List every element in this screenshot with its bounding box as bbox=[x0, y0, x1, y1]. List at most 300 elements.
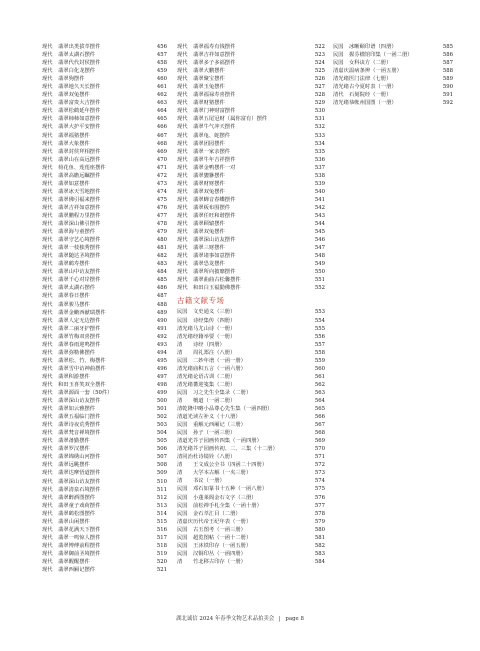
entry-title: 翡翠二丽牙护摆件 bbox=[58, 325, 101, 332]
entry-title: 翡翠大象摆件 bbox=[58, 140, 90, 147]
entry-title: 翡翠曲曲古松馨摆件 bbox=[193, 277, 241, 284]
entry-era: 现代 bbox=[42, 510, 53, 517]
entry-title: 翡翠一鸣惊人摆件 bbox=[58, 534, 101, 541]
entry-era: 现代 bbox=[42, 470, 53, 477]
entry-lot-number: 522 bbox=[314, 44, 325, 50]
entry-title: 翡翠童子戏荷摆件 bbox=[58, 502, 101, 509]
catalog-entry bbox=[42, 429, 167, 437]
entry-era: 现代 bbox=[177, 212, 188, 219]
entry-era: 现代 bbox=[42, 559, 53, 565]
catalog-entry bbox=[42, 534, 167, 542]
entry-lot-number: 474 bbox=[156, 188, 167, 195]
entry-era: 现代 bbox=[177, 108, 188, 115]
catalog-entry bbox=[177, 164, 325, 172]
footer-separator: | bbox=[278, 616, 281, 622]
entry-lot-number: 493 bbox=[156, 341, 167, 348]
catalog-entry bbox=[177, 99, 325, 107]
entry-lot-number: 508 bbox=[156, 462, 167, 469]
entry-lot-number: 527 bbox=[314, 84, 325, 91]
entry-era: 现代 bbox=[177, 237, 188, 244]
entry-title: 翡翠双兔摆件 bbox=[193, 229, 225, 236]
entry-era: 现代 bbox=[177, 164, 188, 171]
entry-lot-number: 504 bbox=[156, 430, 167, 437]
entry-lot-number: 563 bbox=[314, 389, 325, 396]
catalog-entry bbox=[333, 91, 453, 99]
entry-title: 芥子园画传四集（一函四册） bbox=[193, 438, 262, 445]
entry-era: 现代 bbox=[42, 188, 53, 195]
catalog-entry bbox=[42, 156, 167, 164]
catalog-entry bbox=[42, 461, 167, 469]
entry-title: 翡翠西厢记摆件 bbox=[58, 567, 96, 574]
catalog-entry bbox=[177, 204, 325, 212]
entry-lot-number: 578 bbox=[314, 510, 325, 517]
entry-title: 翡翠所向披靡摆件 bbox=[193, 269, 236, 276]
entry-era: 现代 bbox=[177, 60, 188, 67]
catalog-entry bbox=[333, 99, 453, 107]
entry-era: 现代 bbox=[42, 108, 53, 115]
entry-era: 民国 bbox=[333, 52, 344, 59]
entry-title: 邓石如篆书十五种（一函八册） bbox=[193, 486, 268, 493]
entry-lot-number: 471 bbox=[156, 164, 167, 171]
entry-era: 现代 bbox=[177, 253, 188, 260]
entry-era: 现代 bbox=[42, 438, 53, 445]
entry-era: 现代 bbox=[177, 269, 188, 276]
entry-lot-number: 469 bbox=[156, 148, 167, 155]
entry-era: 清 bbox=[177, 470, 183, 477]
entry-title: 翡翠弥勒佛摆件 bbox=[58, 349, 96, 356]
entry-era: 现代 bbox=[42, 164, 53, 171]
catalog-entry bbox=[177, 453, 325, 461]
entry-era: 现代 bbox=[177, 180, 188, 187]
catalog-entry bbox=[42, 132, 167, 140]
entry-era: 现代 bbox=[42, 148, 53, 155]
entry-title: 金石萃汇目（二册） bbox=[193, 510, 241, 517]
entry-title: 翡翠一枝独秀摆件 bbox=[58, 245, 101, 252]
entry-title: 翡翠吉祥如意摆件 bbox=[58, 204, 101, 211]
entry-era: 民国 bbox=[177, 317, 188, 324]
entry-lot-number: 542 bbox=[314, 204, 325, 211]
entry-lot-number: 529 bbox=[314, 100, 325, 107]
catalog-entry bbox=[42, 494, 167, 502]
catalog-entry bbox=[177, 526, 325, 534]
entry-era: 现代 bbox=[177, 76, 188, 83]
entry-era: 现代 bbox=[42, 390, 53, 397]
catalog-entry bbox=[333, 59, 453, 67]
catalog-entry bbox=[177, 397, 325, 405]
catalog-entry bbox=[42, 325, 167, 333]
entry-title: 翡翠雪中访神曲摆件 bbox=[58, 365, 106, 372]
entry-era: 现代 bbox=[42, 309, 53, 316]
entry-lot-number: 582 bbox=[314, 542, 325, 549]
catalog-entry bbox=[42, 252, 167, 260]
entry-era: 现代 bbox=[42, 494, 53, 501]
entry-title: 翡翠如云雅摆件 bbox=[58, 406, 96, 413]
entry-title: 读左补义（十八册） bbox=[193, 414, 241, 421]
entry-era: 清 bbox=[177, 341, 183, 348]
catalog-entry bbox=[177, 276, 325, 284]
entry-title: 翡翠竹梅双喜摆件 bbox=[58, 333, 101, 340]
catalog-entry bbox=[42, 453, 167, 461]
entry-title: 翡翠海与童摆件 bbox=[58, 229, 96, 236]
entry-era: 现代 bbox=[177, 148, 188, 155]
entry-lot-number: 558 bbox=[314, 349, 325, 356]
entry-title: 周礼郑注（八册） bbox=[193, 349, 236, 356]
entry-era: 现代 bbox=[42, 301, 53, 308]
catalog-entry bbox=[177, 357, 325, 365]
entry-lot-number: 528 bbox=[314, 92, 325, 99]
entry-lot-number: 458 bbox=[156, 60, 167, 67]
entry-era: 民国 bbox=[177, 502, 188, 509]
catalog-entry bbox=[177, 180, 325, 188]
entry-era: 现代 bbox=[177, 68, 188, 75]
catalog-entry bbox=[177, 91, 325, 99]
entry-lot-number: 543 bbox=[314, 212, 325, 219]
entry-era: 现代 bbox=[177, 52, 188, 59]
entry-title: 二妙年谱（一函一册） bbox=[193, 357, 246, 364]
catalog-entry bbox=[177, 389, 325, 397]
entry-era: 现代 bbox=[42, 261, 53, 268]
entry-title: 历代帝王纪年表（一册） bbox=[193, 518, 252, 525]
entry-era: 民国 bbox=[177, 389, 188, 396]
entry-lot-number: 577 bbox=[314, 502, 325, 509]
entry-era: 清嘉庆 bbox=[177, 518, 193, 525]
entry-title: 翡翠深山访友摆件 bbox=[193, 237, 236, 244]
entry-era: 现代 bbox=[42, 172, 53, 179]
entry-lot-number: 560 bbox=[314, 365, 325, 372]
entry-era: 现代 bbox=[177, 84, 188, 91]
entry-title: 翡翠大护平安摆件 bbox=[58, 124, 101, 131]
catalog-entry bbox=[177, 83, 325, 91]
entry-title: 翡翠财猪摆件 bbox=[193, 100, 225, 107]
catalog-entry bbox=[42, 43, 167, 51]
catalog-entry bbox=[42, 212, 167, 220]
catalog-entry bbox=[42, 268, 167, 276]
catalog-entry bbox=[42, 115, 167, 123]
entry-title: 马尤山诗（一册） bbox=[193, 325, 236, 332]
entry-title: 翡翠多子多福摆件 bbox=[193, 60, 236, 67]
catalog-entry bbox=[42, 59, 167, 67]
entry-title: 翡翠貔貅摆件 bbox=[193, 172, 225, 179]
entry-lot-number: 525 bbox=[314, 68, 325, 75]
entry-title: 翡翠福猪摆件 bbox=[58, 132, 90, 139]
entry-era: 清光绪 bbox=[177, 446, 193, 453]
entry-era: 现代 bbox=[42, 325, 53, 332]
catalog-entry bbox=[177, 550, 325, 558]
entry-era: 现代 bbox=[42, 116, 53, 123]
entry-lot-number: 572 bbox=[314, 462, 325, 469]
catalog-entry bbox=[42, 292, 167, 300]
entry-title: 翡翠一家亲摆件 bbox=[193, 148, 231, 155]
catalog-entry bbox=[42, 204, 167, 212]
entry-era: 现代 bbox=[42, 269, 53, 276]
entry-lot-number: 511 bbox=[156, 486, 167, 493]
catalog-entry bbox=[177, 429, 325, 437]
entry-title: 翡翠恐龙摆件 bbox=[193, 261, 225, 268]
entry-era: 现代 bbox=[42, 373, 53, 380]
entry-lot-number: 533 bbox=[314, 132, 325, 139]
entry-title: 翡翠聚宝摆件 bbox=[193, 76, 225, 83]
catalog-entry bbox=[42, 196, 167, 204]
entry-lot-number: 554 bbox=[314, 317, 325, 324]
catalog-entry bbox=[177, 381, 325, 389]
entry-lot-number: 502 bbox=[156, 414, 167, 421]
entry-title: 医门法律（七册） bbox=[349, 76, 392, 83]
entry-lot-number: 555 bbox=[314, 325, 325, 332]
entry-era: 民国 bbox=[177, 486, 188, 493]
footer-auction-name: 湖北诚信 2024 年春季文物艺术品拍卖会 bbox=[176, 616, 275, 622]
entry-title: 翡翠骏马摆件 bbox=[58, 301, 90, 308]
entry-lot-number: 586 bbox=[442, 52, 453, 59]
entry-title: 杜诗镜铨（八册） bbox=[193, 454, 236, 461]
entry-title: 翡翠罗汉摆件 bbox=[58, 446, 90, 453]
entry-title: 翡翠龟、蛇摆件 bbox=[193, 132, 231, 139]
entry-lot-number: 484 bbox=[156, 269, 167, 276]
entry-title: 翡翠守艺心境摆件 bbox=[58, 237, 101, 244]
entry-lot-number: 507 bbox=[156, 454, 167, 461]
entry-lot-number: 479 bbox=[156, 229, 167, 236]
entry-lot-number: 523 bbox=[314, 52, 325, 59]
entry-era: 现代 bbox=[42, 92, 53, 99]
entry-title: 翡翠牛气冲天摆件 bbox=[193, 124, 236, 131]
entry-title: 前松禅手札全集（一函十册） bbox=[193, 502, 262, 509]
catalog-entry bbox=[42, 389, 167, 397]
entry-title: 翡翠梵音禅境摆件 bbox=[58, 430, 101, 437]
entry-era: 清光绪 bbox=[177, 325, 193, 332]
entry-title: 翡翠春雨迎鸣摆件 bbox=[58, 341, 101, 348]
entry-lot-number: 535 bbox=[314, 148, 325, 155]
catalog-column-3 bbox=[333, 43, 453, 107]
entry-lot-number: 506 bbox=[156, 446, 167, 453]
entry-era: 现代 bbox=[42, 156, 53, 163]
entry-lot-number: 547 bbox=[314, 245, 325, 252]
entry-era: 现代 bbox=[42, 140, 53, 147]
entry-lot-number: 561 bbox=[314, 373, 325, 380]
entry-era: 清光绪 bbox=[177, 333, 193, 340]
entry-title: 翡翠积游摆件 bbox=[58, 373, 90, 380]
catalog-entry bbox=[42, 244, 167, 252]
entry-lot-number: 456 bbox=[156, 44, 167, 50]
entry-era: 清光绪 bbox=[333, 100, 349, 107]
entry-title: 王沐铁印存（一函五册） bbox=[193, 542, 252, 549]
entry-era: 民国 bbox=[177, 309, 188, 316]
entry-era: 清道光 bbox=[177, 438, 193, 445]
catalog-entry bbox=[42, 542, 167, 550]
entry-title: 恭帐州国图（一册） bbox=[349, 100, 397, 107]
entry-title: 翡翠深山访友摆件 bbox=[58, 478, 101, 485]
entry-lot-number: 475 bbox=[156, 196, 167, 203]
entry-lot-number: 478 bbox=[156, 221, 167, 228]
entry-title: 冰晰颐印谱（四册） bbox=[349, 44, 397, 50]
entry-lot-number: 549 bbox=[314, 261, 325, 268]
entry-lot-number: 481 bbox=[156, 245, 167, 252]
entry-era: 现代 bbox=[177, 196, 188, 203]
catalog-entry bbox=[177, 325, 325, 333]
entry-lot-number: 488 bbox=[156, 301, 167, 308]
catalog-entry bbox=[42, 478, 167, 486]
entry-lot-number: 581 bbox=[314, 534, 325, 541]
catalog-entry bbox=[42, 349, 167, 357]
entry-era: 现代 bbox=[42, 76, 53, 83]
entry-title: 孙子（一函三册） bbox=[193, 430, 236, 437]
entry-lot-number: 583 bbox=[314, 550, 325, 557]
entry-lot-number: 571 bbox=[314, 454, 325, 461]
catalog-entry bbox=[177, 284, 325, 292]
entry-title: 翡翠三财摆件 bbox=[193, 245, 225, 252]
entry-title: 翡翠醒醒摆件 bbox=[58, 559, 90, 565]
entry-title: 翡翠鹤寿摆件 bbox=[58, 261, 90, 268]
entry-lot-number: 485 bbox=[156, 277, 167, 284]
entry-title: 翡翠深山佛引摆件 bbox=[58, 221, 101, 228]
entry-lot-number: 461 bbox=[156, 84, 167, 91]
entry-era: 现代 bbox=[42, 462, 53, 469]
catalog-entry bbox=[177, 260, 325, 268]
catalog-entry bbox=[42, 284, 167, 292]
catalog-entry bbox=[42, 526, 167, 534]
entry-lot-number: 569 bbox=[314, 438, 325, 445]
catalog-entry bbox=[42, 486, 167, 494]
catalog-entry bbox=[333, 67, 453, 75]
catalog-entry bbox=[177, 502, 325, 510]
entry-title: 翡翠金蟾西献瑞摆件 bbox=[58, 309, 106, 316]
entry-title: 经籍举要（一册） bbox=[193, 333, 236, 340]
catalog-entry bbox=[177, 236, 325, 244]
entry-lot-number: 534 bbox=[314, 140, 325, 147]
entry-lot-number: 518 bbox=[156, 542, 167, 549]
entry-title: 翡翠诸事如意摆件 bbox=[193, 253, 236, 260]
entry-lot-number: 592 bbox=[442, 100, 453, 107]
entry-era: 现代 bbox=[42, 534, 53, 541]
entry-title: 翡翠松鹤延年摆件 bbox=[58, 108, 101, 115]
entry-era: 现代 bbox=[177, 156, 188, 163]
entry-title: 翡翠随达圣境摆件 bbox=[58, 253, 101, 260]
entry-title: 小蓬莱阁金石文字（三册） bbox=[193, 494, 257, 501]
catalog-entry bbox=[177, 469, 325, 477]
entry-title: 和田玉喜笑双全摆件 bbox=[58, 381, 106, 388]
catalog-entry bbox=[177, 115, 325, 123]
entry-era: 现代 bbox=[177, 140, 188, 147]
entry-title: 翡翠太湖石摆件 bbox=[58, 285, 96, 292]
entry-lot-number: 562 bbox=[314, 381, 325, 388]
entry-lot-number: 536 bbox=[314, 156, 325, 163]
entry-title: 石刻院经（一册） bbox=[349, 92, 392, 99]
entry-lot-number: 486 bbox=[156, 285, 167, 292]
entry-era: 现代 bbox=[177, 124, 188, 131]
catalog-entry bbox=[42, 140, 167, 148]
entry-title: 芥子园画传初、二、三集（十二册） bbox=[193, 446, 278, 453]
entry-era: 清 bbox=[177, 478, 183, 485]
entry-title: 翡翠五福临门摆件 bbox=[58, 414, 101, 421]
entry-title: 荷花鱼、莲莲座摆件 bbox=[58, 164, 106, 171]
catalog-entry bbox=[177, 558, 325, 566]
entry-era: 民国 bbox=[177, 494, 188, 501]
entry-title: 翡翠太湖石摆件 bbox=[58, 52, 96, 59]
catalog-entry bbox=[177, 373, 325, 381]
entry-era: 现代 bbox=[42, 253, 53, 260]
entry-era: 清光绪 bbox=[177, 381, 193, 388]
entry-era: 现代 bbox=[42, 221, 53, 228]
catalog-entry bbox=[177, 132, 325, 140]
catalog-entry bbox=[177, 244, 325, 252]
entry-lot-number: 496 bbox=[156, 365, 167, 372]
entry-era: 清乾隆 bbox=[177, 406, 193, 413]
entry-title: 翡翠福寿有钱摆件 bbox=[193, 44, 236, 50]
catalog-entry bbox=[177, 534, 325, 542]
entry-era: 清 bbox=[177, 397, 183, 404]
catalog-entry bbox=[177, 365, 325, 373]
catalog-entry bbox=[177, 477, 325, 485]
entry-era: 清嘉庆 bbox=[333, 68, 349, 75]
catalog-entry bbox=[42, 83, 167, 91]
entry-era: 现代 bbox=[42, 237, 53, 244]
entry-title: 翡翠蝉音春蝶摆件 bbox=[193, 196, 236, 203]
entry-era: 现代 bbox=[42, 84, 53, 91]
entry-title: 翡翠山中访友摆件 bbox=[58, 269, 101, 276]
entry-era: 现代 bbox=[42, 124, 53, 131]
entry-era: 现代 bbox=[177, 116, 188, 123]
catalog-entry bbox=[42, 75, 167, 83]
catalog-entry bbox=[177, 437, 325, 445]
entry-title: 文史通义（三册） bbox=[193, 309, 236, 316]
catalog-entry bbox=[177, 51, 325, 59]
entry-title: 翡翠清泉石境摆件 bbox=[58, 486, 101, 493]
footer-page-label: page bbox=[285, 616, 299, 622]
catalog-entry bbox=[42, 333, 167, 341]
catalog-entry bbox=[42, 421, 167, 429]
entry-lot-number: 514 bbox=[156, 510, 167, 517]
catalog-entry bbox=[177, 188, 325, 196]
entry-era: 现代 bbox=[42, 245, 53, 252]
entry-era: 现代 bbox=[177, 100, 188, 107]
catalog-entry bbox=[177, 59, 325, 67]
entry-lot-number: 559 bbox=[314, 357, 325, 364]
entry-lot-number: 492 bbox=[156, 333, 167, 340]
entry-title: 翡翠如意摆件 bbox=[58, 180, 90, 187]
entry-era: 清同治 bbox=[177, 454, 193, 461]
entry-lot-number: 499 bbox=[156, 390, 167, 397]
entry-lot-number: 462 bbox=[156, 92, 167, 99]
entry-lot-number: 584 bbox=[314, 558, 325, 565]
entry-era: 清代 bbox=[333, 92, 344, 99]
entry-lot-number: 520 bbox=[156, 559, 167, 565]
entry-title: 女科诀方（二册） bbox=[349, 60, 392, 67]
entry-title: 王文成公全书（四函二十四册） bbox=[193, 462, 268, 469]
entry-lot-number: 553 bbox=[314, 309, 325, 316]
entry-lot-number: 587 bbox=[442, 60, 453, 67]
entry-title: 翡翠出类拔萃摆件 bbox=[58, 44, 101, 50]
entry-lot-number: 497 bbox=[156, 373, 167, 380]
entry-era: 现代 bbox=[42, 381, 53, 388]
entry-era: 现代 bbox=[177, 92, 188, 99]
entry-title: 翡翠板布围摆件 bbox=[193, 204, 231, 211]
entry-title: 翡翠福禄寿喜摆件 bbox=[193, 92, 236, 99]
entry-lot-number: 512 bbox=[156, 494, 167, 501]
catalog-entry bbox=[177, 349, 325, 357]
entry-era: 民国 bbox=[177, 422, 188, 429]
catalog-entry bbox=[42, 413, 167, 421]
entry-title: 超览图帖（一函十二册） bbox=[193, 534, 252, 541]
entry-era: 现代 bbox=[42, 550, 53, 557]
catalog-entry bbox=[177, 212, 325, 220]
entry-era: 现代 bbox=[42, 446, 53, 453]
catalog-entry bbox=[177, 333, 325, 341]
catalog-entry bbox=[42, 502, 167, 510]
catalog-entry bbox=[42, 469, 167, 477]
entry-title: 翡翠顾辕摆件 bbox=[193, 221, 225, 228]
entry-title: 翡翠深山访友摆件 bbox=[58, 398, 101, 405]
catalog-entry bbox=[42, 405, 167, 413]
catalog-entry bbox=[177, 445, 325, 453]
entry-title: 论语古训（二册） bbox=[193, 373, 236, 380]
